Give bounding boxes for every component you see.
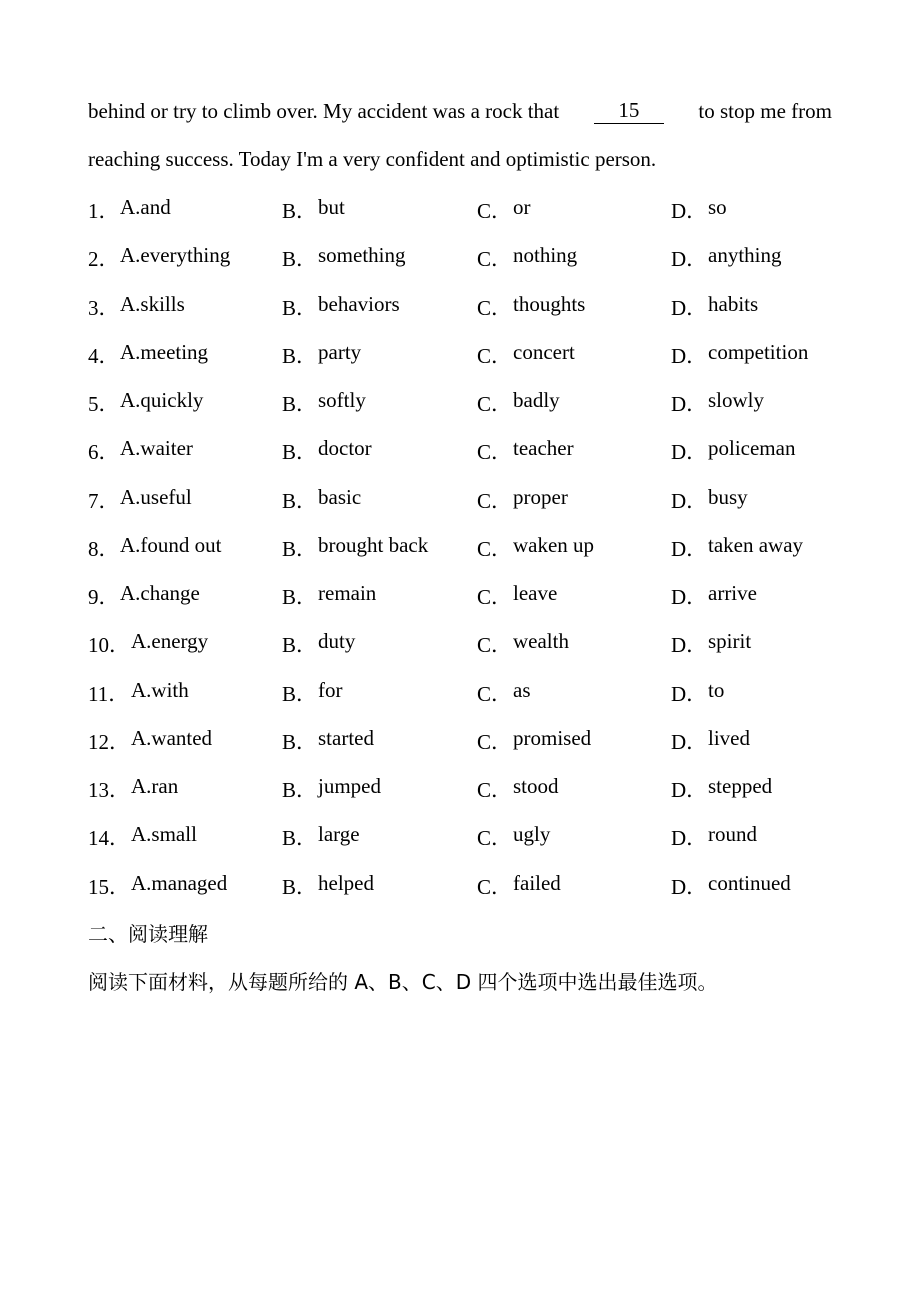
question-number: 12． — [88, 729, 130, 754]
question-row — [0, 388, 920, 418]
option-c-label: C． — [477, 826, 513, 851]
option-d-label: D． — [671, 585, 708, 609]
question-row — [0, 678, 920, 708]
option-a: A.useful — [120, 484, 192, 509]
option-b: jumped — [318, 774, 381, 798]
section-heading: 二、阅读理解 — [88, 922, 208, 946]
option-c-label: C． — [477, 778, 513, 802]
option-b-label: B． — [282, 826, 318, 851]
option-d-label: D． — [671, 778, 708, 802]
option-a: A.wanted — [131, 725, 213, 750]
option-c: promised — [513, 725, 592, 750]
option-b: helped — [318, 870, 374, 895]
option-c-label: C． — [477, 199, 513, 223]
option-b-label: B． — [282, 778, 318, 802]
question-row — [0, 774, 920, 804]
option-c-label: C． — [477, 536, 513, 561]
option-d-label: D． — [671, 488, 708, 513]
question-row — [0, 485, 920, 515]
option-b: started — [318, 725, 374, 750]
option-a: A.change — [120, 581, 200, 605]
option-d: arrive — [708, 581, 757, 605]
option-c: or — [513, 195, 531, 219]
question-row — [0, 581, 920, 611]
option-b-label: B． — [282, 199, 318, 223]
option-d: habits — [708, 291, 759, 316]
option-d-label: D． — [671, 874, 708, 899]
option-b: but — [318, 195, 345, 219]
option-c: teacher — [513, 436, 574, 461]
option-b: remain — [318, 581, 377, 605]
option-b: duty — [318, 629, 356, 654]
option-d-label: D． — [671, 295, 708, 320]
option-c-label: C． — [477, 343, 513, 368]
option-b-label: B． — [282, 488, 318, 513]
option-b: something — [318, 243, 406, 268]
passage-text-before-blank: behind or try to climb over. My accident was a rock that — [88, 99, 560, 123]
option-a: A.skills — [120, 291, 185, 316]
option-c-label: C． — [477, 729, 513, 754]
question-number: 10． — [88, 633, 130, 658]
option-c: waken up — [513, 532, 595, 557]
option-d-label: D． — [671, 392, 708, 416]
option-d: spirit — [708, 629, 752, 654]
option-d-label: D． — [671, 199, 708, 223]
option-b-label: B． — [282, 633, 318, 658]
option-d: stepped — [708, 774, 773, 798]
answer-blank: 15 — [594, 99, 664, 124]
option-b-label: B． — [282, 681, 318, 706]
question-row — [0, 629, 920, 659]
question-number: 13． — [88, 778, 130, 802]
option-b-label: B． — [282, 295, 318, 320]
option-d: slowly — [708, 388, 765, 412]
option-b: softly — [318, 388, 366, 412]
option-c: thoughts — [513, 291, 586, 316]
option-c-label: C． — [477, 874, 513, 899]
passage-text-after-blank: to stop me from — [698, 99, 832, 123]
option-b-label: B． — [282, 585, 318, 609]
option-c: stood — [513, 774, 559, 798]
option-a: A.with — [131, 677, 189, 702]
option-d: continued — [708, 870, 791, 895]
option-c: badly — [513, 388, 560, 412]
option-b: brought back — [318, 532, 429, 557]
option-d-label: D． — [671, 681, 708, 706]
question-number: 3． — [88, 295, 120, 320]
option-c-label: C． — [477, 633, 513, 658]
option-d-label: D． — [671, 729, 708, 754]
option-a: A.ran — [131, 774, 179, 798]
question-number: 7． — [88, 488, 120, 513]
option-b-label: B． — [282, 729, 318, 754]
question-number: 2． — [88, 247, 120, 272]
option-c: leave — [513, 581, 558, 605]
question-number: 9． — [88, 585, 120, 609]
option-c-label: C． — [477, 488, 513, 513]
option-a: A.found out — [120, 532, 222, 557]
option-c-label: C． — [477, 295, 513, 320]
option-b: doctor — [318, 436, 372, 461]
question-number: 14． — [88, 826, 130, 851]
option-c: wealth — [513, 629, 569, 654]
option-c-label: C． — [477, 681, 513, 706]
option-a: A.everything — [120, 243, 231, 268]
question-number: 6． — [88, 440, 120, 465]
option-a: A.quickly — [120, 388, 204, 412]
option-a: A.managed — [131, 870, 228, 895]
option-a: A.meeting — [120, 339, 209, 364]
option-a: A.energy — [131, 629, 209, 654]
option-d-label: D． — [671, 440, 708, 465]
question-number: 15． — [88, 874, 130, 899]
option-a: A.waiter — [120, 436, 193, 461]
option-a: A.and — [120, 195, 171, 219]
option-d: busy — [708, 484, 748, 509]
option-b-label: B． — [282, 536, 318, 561]
option-d-label: D． — [671, 343, 708, 368]
option-a: A.small — [131, 822, 197, 847]
question-row — [0, 822, 920, 852]
question-number: 4． — [88, 343, 120, 368]
option-d: policeman — [708, 436, 796, 461]
option-c: ugly — [513, 822, 551, 847]
section-instruction: 阅读下面材料，从每题所给的 A、B、C、D 四个选项中选出最佳选项。 — [88, 970, 718, 994]
question-row — [0, 292, 920, 322]
question-number: 8． — [88, 536, 120, 561]
option-c-label: C． — [477, 585, 513, 609]
option-c-label: C． — [477, 247, 513, 272]
option-b-label: B． — [282, 874, 318, 899]
question-row — [0, 340, 920, 370]
question-row — [0, 533, 920, 563]
option-d-label: D． — [671, 826, 708, 851]
question-number: 11． — [88, 681, 130, 706]
option-b: for — [318, 677, 343, 702]
passage-line-1 — [88, 99, 832, 124]
option-d: to — [708, 677, 725, 702]
option-d-label: D． — [671, 247, 708, 272]
option-b: basic — [318, 484, 362, 509]
question-number: 1． — [88, 199, 120, 223]
option-b-label: B． — [282, 392, 318, 416]
option-d: so — [708, 195, 727, 219]
option-b-label: B． — [282, 440, 318, 465]
option-c: concert — [513, 339, 575, 364]
question-row — [0, 243, 920, 273]
question-number: 5． — [88, 392, 120, 416]
option-c: nothing — [513, 243, 578, 268]
option-b: behaviors — [318, 291, 400, 316]
question-row — [0, 436, 920, 466]
option-d: round — [708, 822, 757, 847]
option-d: lived — [708, 725, 750, 750]
option-b-label: B． — [282, 343, 318, 368]
option-b: party — [318, 339, 362, 364]
option-c: failed — [513, 870, 561, 895]
option-b-label: B． — [282, 247, 318, 272]
option-d: anything — [708, 243, 782, 268]
question-row — [0, 871, 920, 901]
option-c-label: C． — [477, 440, 513, 465]
question-row — [0, 195, 920, 225]
option-b: large — [318, 822, 360, 847]
option-c: proper — [513, 484, 568, 509]
option-d-label: D． — [671, 633, 708, 658]
question-row — [0, 726, 920, 756]
option-d-label: D． — [671, 536, 708, 561]
option-c: as — [513, 677, 531, 702]
option-d: competition — [708, 339, 809, 364]
option-c-label: C． — [477, 392, 513, 416]
passage-line-2: reaching success. Today I'm a very confident and optimistic person. — [88, 147, 657, 171]
option-d: taken away — [708, 532, 804, 557]
